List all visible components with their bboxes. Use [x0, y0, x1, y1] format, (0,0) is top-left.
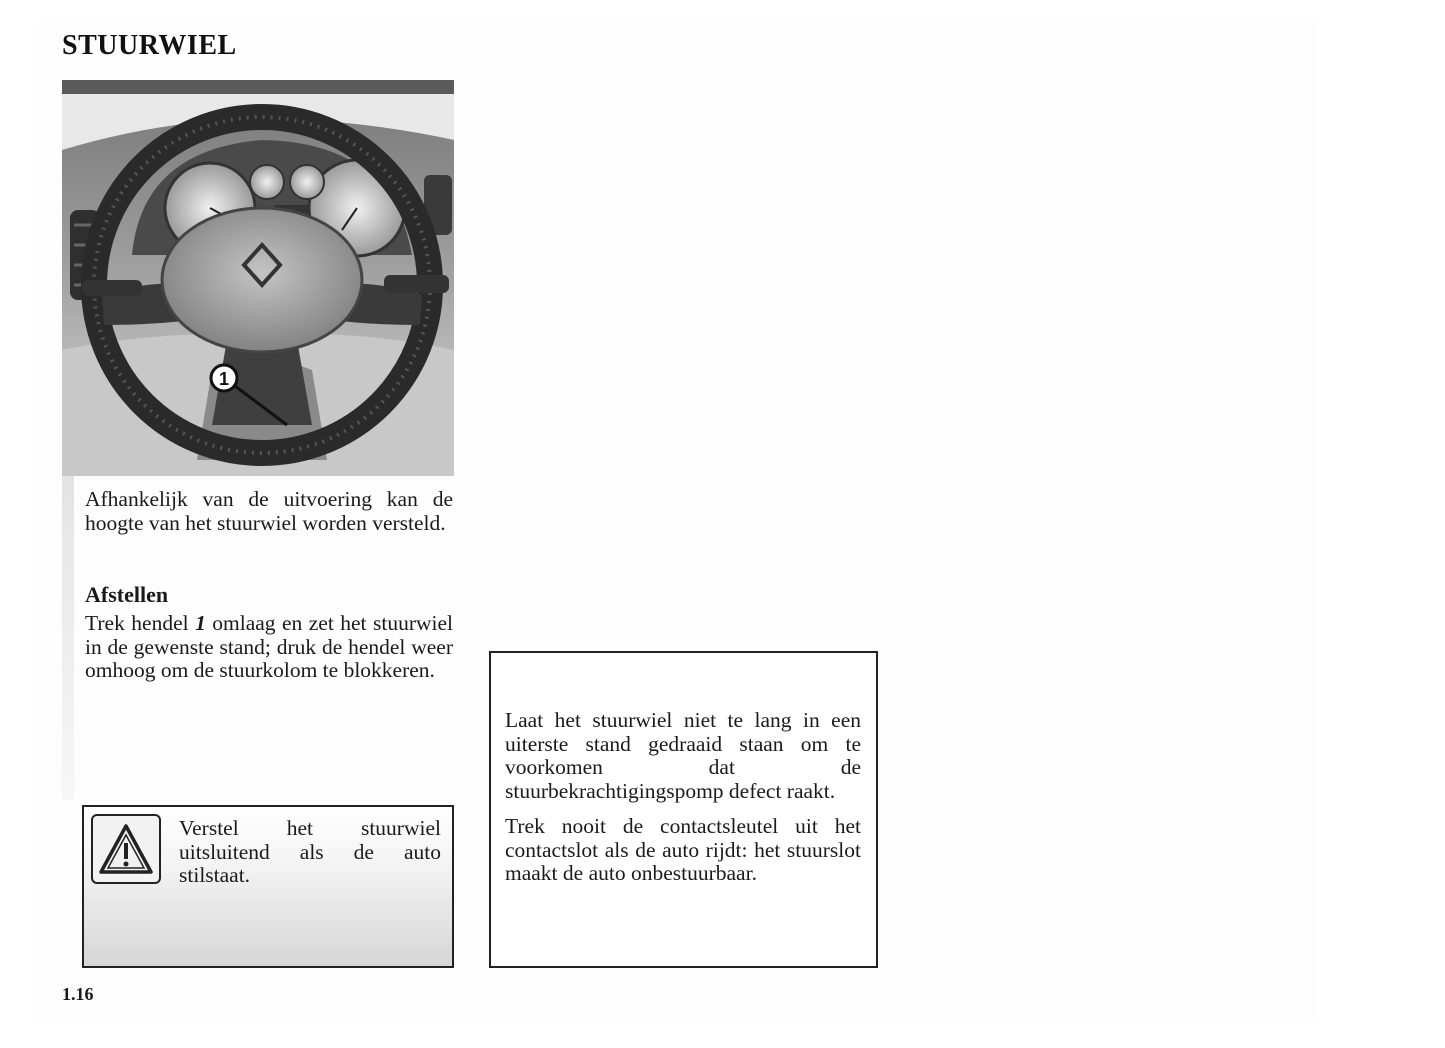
page-title: STUURWIEL [62, 30, 237, 61]
adjust-text-after: omlaag en zet het stuurwiel in de gewenste stand; druk de hendel weer omhoog om de stuurkolom te blokkeren. [85, 611, 454, 682]
warning-text: Verstel het stuurwiel uitsluitend als de auto stilstaat. [179, 816, 441, 887]
adjust-instructions [85, 612, 453, 683]
steering-wheel-photo [62, 80, 454, 476]
intro-paragraph: Afhankelijk van de uitvoering kan de hoogte van het stuurwiel worden versteld. [85, 487, 453, 535]
page-number: 1.16 [62, 984, 94, 1004]
note-paragraph-1: Laat het stuurwiel niet te lang in een uiterste stand gedraaid staan om te voorkomen dat de stuurbekrachtigingspomp defect raakt. [505, 708, 861, 803]
warning-box [82, 805, 454, 968]
note-paragraph-2: Trek nooit de contactsleutel uit het contactslot als de auto rijdt: het stuurslot maakt de auto onbestuurbaar. [505, 814, 861, 885]
lever-reference: 1 [195, 611, 206, 635]
adjust-text-before: Trek hendel [85, 611, 196, 635]
note-box [489, 651, 878, 968]
section-heading-afstellen: Afstellen [85, 582, 169, 607]
callout-label-1: 1 [218, 369, 230, 389]
steering-wheel-illustration [62, 80, 454, 476]
warning-triangle-icon [91, 814, 161, 884]
